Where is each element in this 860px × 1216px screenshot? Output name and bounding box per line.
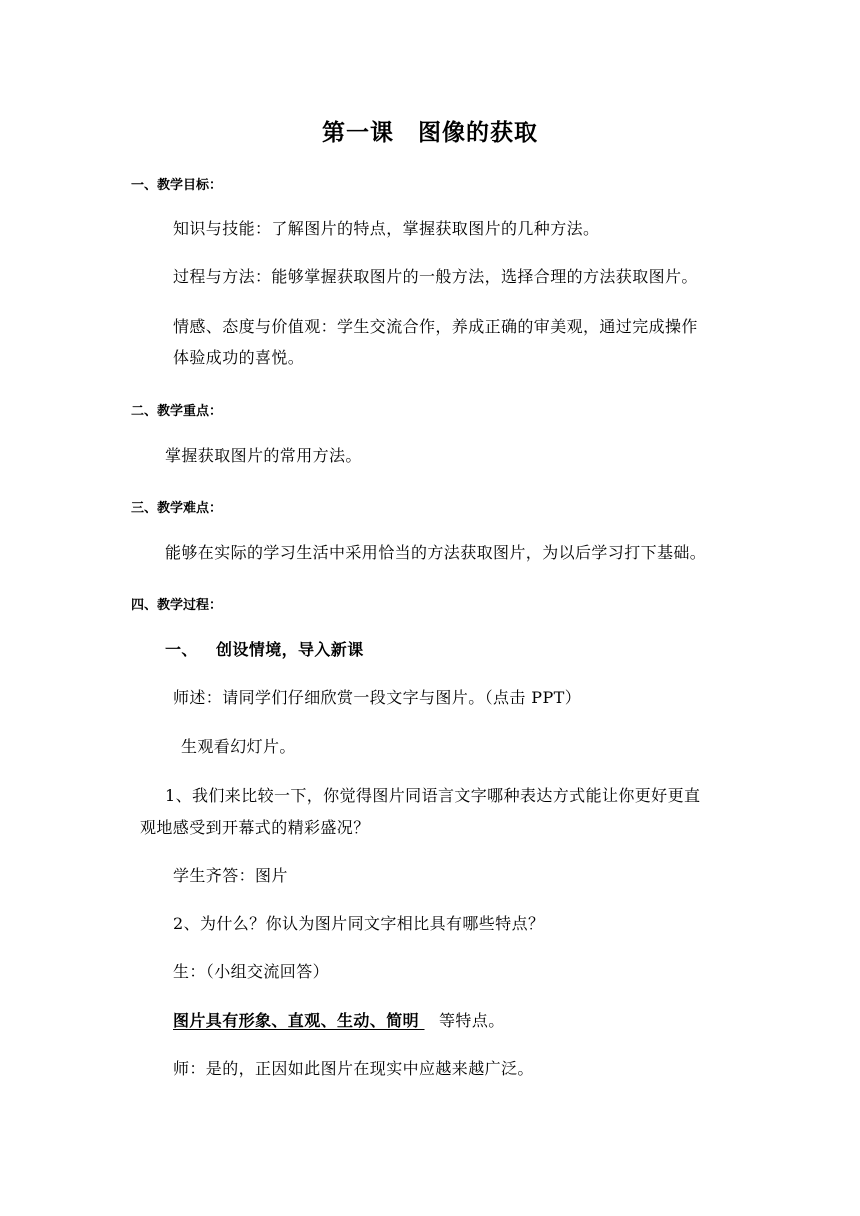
answer-suffix: 等特点。 <box>439 1011 505 1030</box>
objectives-heading: 一、教学目标： <box>131 178 223 193</box>
page-title: 第一课 图像的获取 <box>322 120 538 146</box>
difficulties-text: 能够在实际的学习生活中采用恰当的方法获取图片，为以后学习打下基础。 <box>165 543 707 562</box>
answer-line <box>173 1011 505 1031</box>
answer-underline-gap <box>419 1011 433 1031</box>
key-points-heading: 二、教学重点： <box>131 404 223 419</box>
question-2: 2、为什么？你认为图片同文字相比具有哪些特点？ <box>173 914 545 933</box>
teacher-intro: 师述：请同学们仔细欣赏一段文字与图片。（点击 PPT） <box>173 688 582 707</box>
objective-attitude-cont: 体验成功的喜悦。 <box>173 348 305 367</box>
key-points-text: 掌握获取图片的常用方法。 <box>165 446 362 465</box>
difficulties-heading: 三、教学难点： <box>131 501 223 516</box>
answer-underlined: 图片具有形象、直观、生动、简明 <box>173 1011 420 1030</box>
teacher-closing: 师：是的，正因如此图片在现实中应越来越广泛。 <box>173 1059 534 1078</box>
step1-number: 一、 <box>165 640 198 659</box>
student-group-answer: 生：（小组交流回答） <box>173 962 330 981</box>
objective-knowledge: 知识与技能：了解图片的特点，掌握获取图片的几种方法。 <box>173 219 600 238</box>
process-heading: 四、教学过程： <box>131 598 223 613</box>
step1-title: 创设情境，导入新课 <box>216 640 364 659</box>
question-1-cont: 观地感受到开幕式的精彩盛况？ <box>140 818 370 837</box>
objective-process: 过程与方法：能够掌握获取图片的一般方法，选择合理的方法获取图片。 <box>173 267 698 286</box>
objective-attitude: 情感、态度与价值观：学生交流合作，养成正确的审美观，通过完成操作 <box>173 317 698 336</box>
student-answer: 学生齐答：图片 <box>173 866 288 885</box>
student-watch: 生观看幻灯片。 <box>181 737 296 756</box>
question-1: 1、我们来比较一下，你觉得图片同语言文字哪种表达方式能让你更好更直 <box>165 786 701 805</box>
